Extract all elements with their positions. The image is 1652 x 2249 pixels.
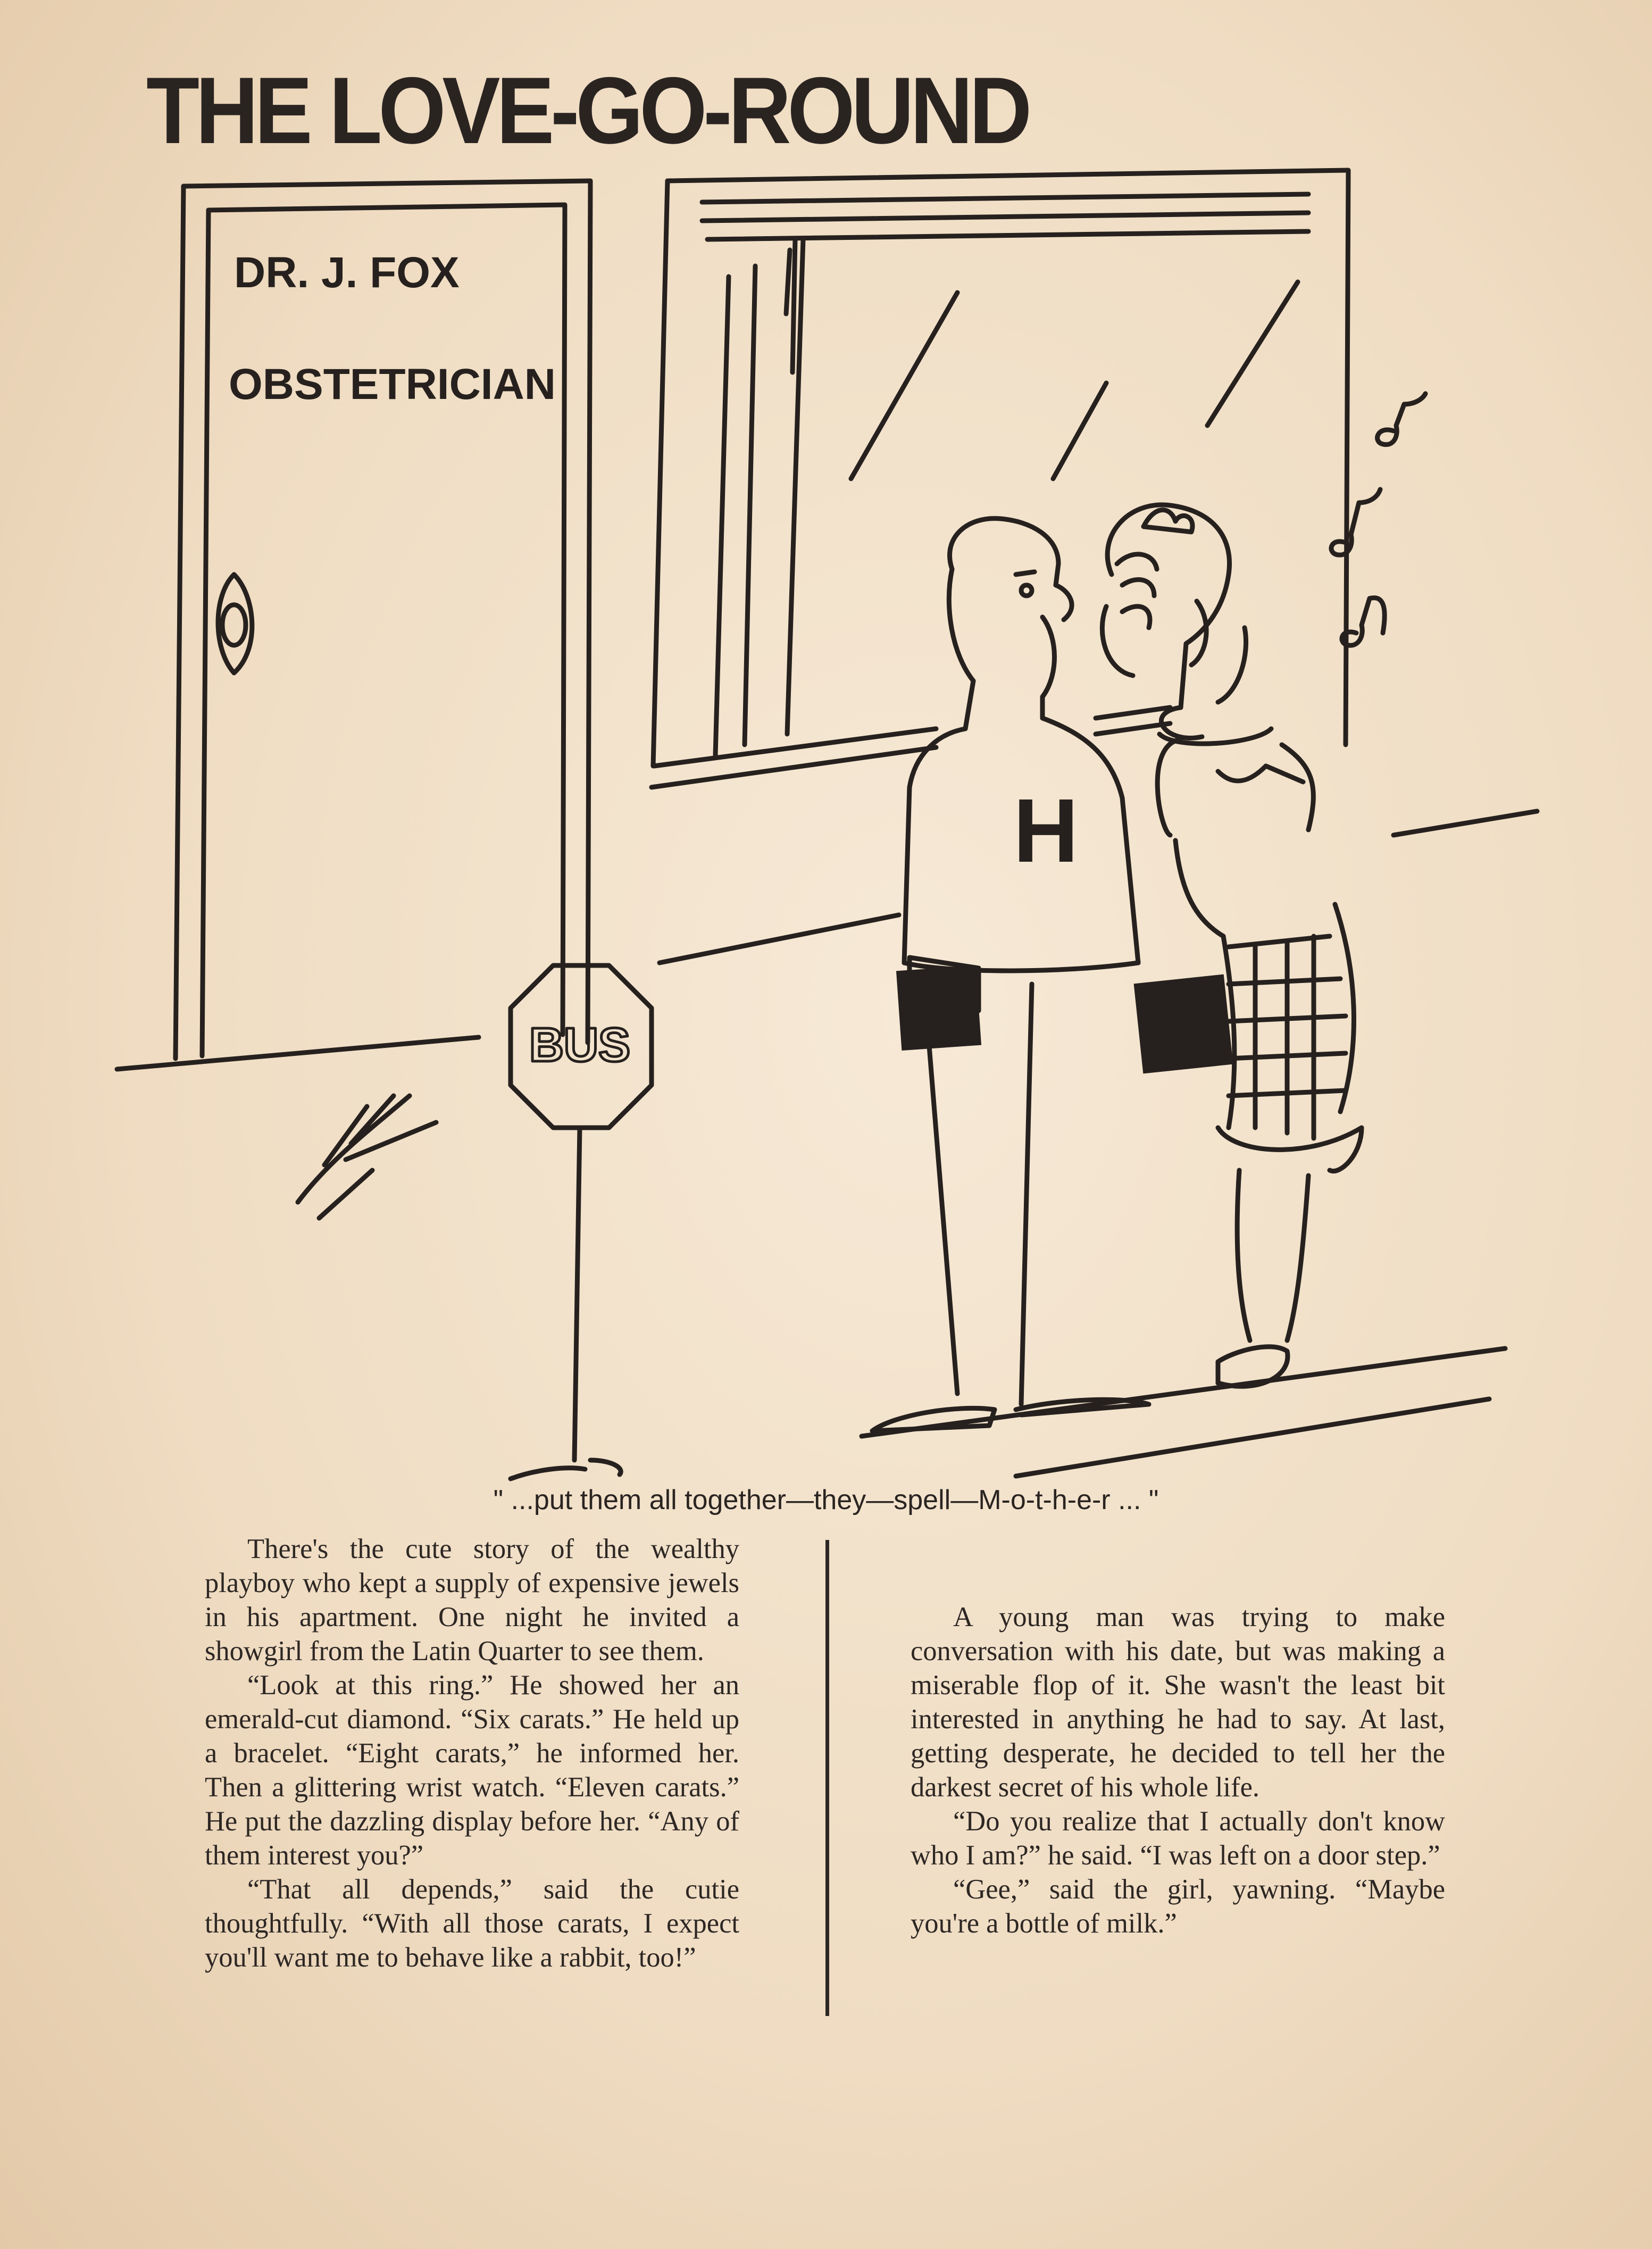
- cartoon-caption: " ...put them all together—they—spell—M-o-t-h-e-r ... ": [493, 1485, 1159, 1515]
- wall-base-line: [660, 915, 899, 963]
- music-note-icon: [1378, 394, 1425, 445]
- artist-signature: [298, 1096, 436, 1218]
- sidewalk-line: [117, 1037, 479, 1069]
- schoolbooks: [896, 965, 981, 1051]
- story-paragraph: There's the cute story of the wealthy playboy who kept a supply of expensive jewels in his apartment. One night he invited a showgirl from the Latin Quarter to see them.: [205, 1534, 739, 1667]
- young-woman-figure: [1102, 505, 1362, 1386]
- story-left-column: [205, 1532, 739, 1975]
- music-note-icon: [1331, 489, 1380, 555]
- story-paragraph: “That all depends,” said the cutie thoughtfully. “With all those carats, I expect you'll want me to behave like a rabbit, too!”: [205, 1874, 739, 1973]
- office-door: [176, 181, 590, 1059]
- wall-base-line-right: [1394, 811, 1537, 835]
- door-knob-icon: [218, 574, 252, 673]
- page-title: THE LOVE-GO-ROUND: [146, 57, 1029, 163]
- hair-bow-icon: [1144, 510, 1192, 532]
- story-paragraph: “Gee,” said the girl, yawning. “Maybe you're a bottle of milk.”: [911, 1874, 1445, 1939]
- shop-window: [652, 170, 1348, 787]
- door-sign-profession: OBSTETRICIAN: [229, 360, 556, 409]
- woman-schoolbooks: [1134, 974, 1233, 1074]
- column-divider: [825, 1540, 829, 2016]
- story-paragraph: “Look at this ring.” He showed her an emerald-cut diamond. “Six carats.” He held up a bracelet. “Eight carats,” he informed her. Then a glittering wrist watch. “Eleven carats.” He put the dazzling display before her. “Any of them interest you?”: [205, 1670, 739, 1871]
- sweater-letter: H: [1013, 780, 1079, 881]
- bus-sign-label: BUS: [529, 1019, 631, 1072]
- door-sign-name: DR. J. FOX: [234, 248, 460, 297]
- story-paragraph: A young man was trying to make conversation with his date, but was making a miserable flop of it. She wasn't the least bit interested in anything he had to say. At last, getting desperate, he decided to tell her the darkest secret of his whole life.: [911, 1602, 1445, 1803]
- story-right-column: [911, 1600, 1445, 1940]
- story-paragraph: “Do you realize that I actually don't know who I am?” he said. “I was left on a door step.”: [911, 1806, 1445, 1871]
